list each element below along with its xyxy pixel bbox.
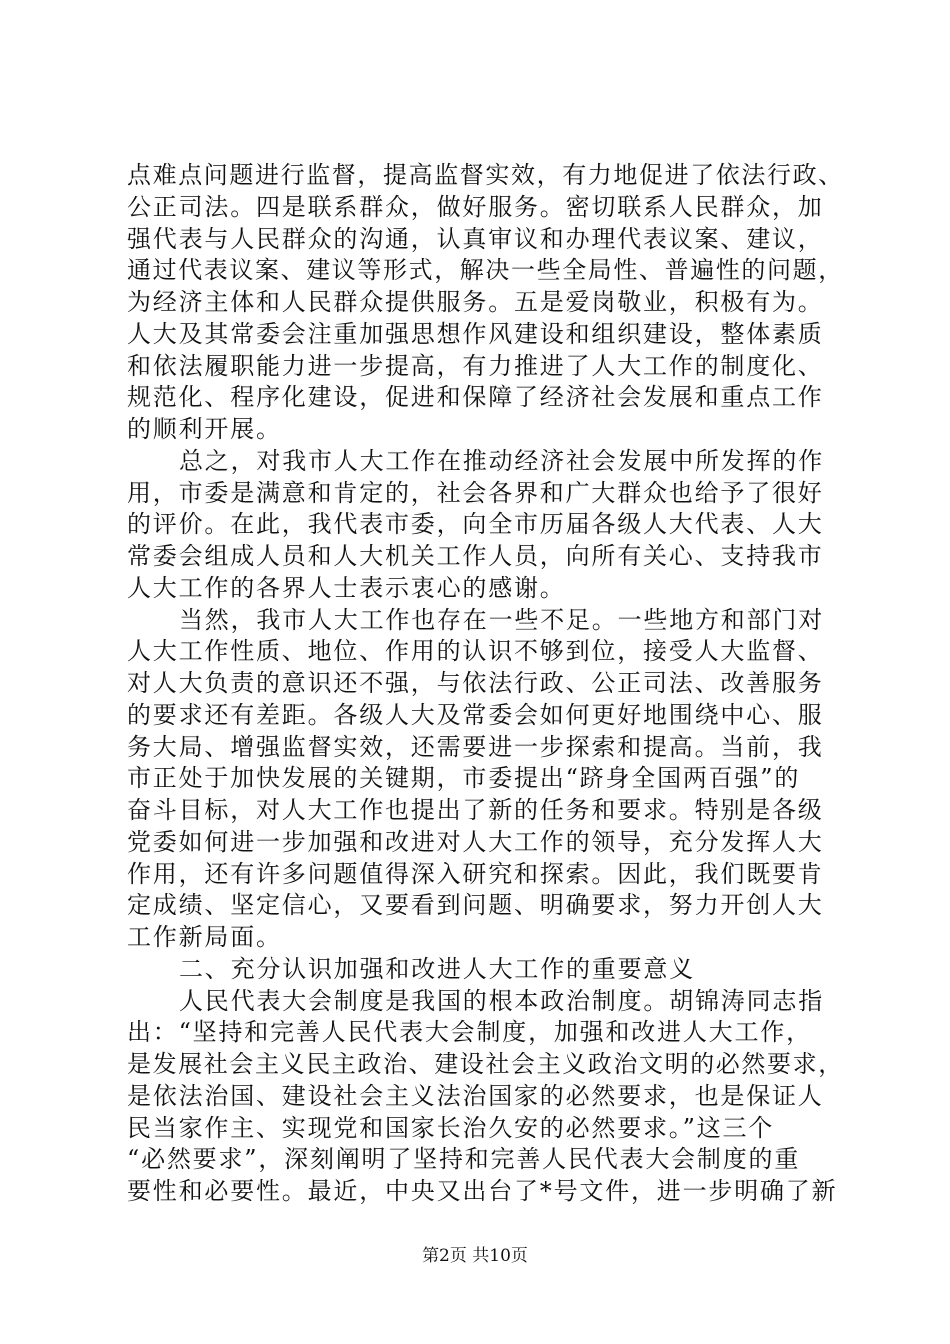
text-line: 民当家作主、实现党和国家长治久安的必然要求。”这三个 bbox=[127, 1113, 775, 1142]
text-line: 的顺利开展。 bbox=[127, 415, 282, 443]
text-line: 是依法治国、建设社会主义法治国家的必然要求，也是保证人 bbox=[127, 1081, 824, 1110]
text-line: 奋斗目标，对人大工作也提出了新的任务和要求。特别是各级 bbox=[127, 796, 824, 824]
document-body bbox=[127, 160, 844, 1208]
text-line: “必然要求”，深刻阐明了坚持和完善人民代表大会制度的重 bbox=[127, 1145, 801, 1174]
text-line: 对人大负责的意识还不强，与依法行政、公正司法、改善服务 bbox=[127, 669, 824, 697]
text-line: 是发展社会主义民主政治、建设社会主义政治文明的必然要求， bbox=[127, 1050, 844, 1078]
text-line: 人民代表大会制度是我国的根本政治制度。胡锦涛同志指 bbox=[179, 986, 824, 1015]
page-footer: 第2页 共10页 bbox=[422, 1246, 528, 1266]
text-line: 市正处于加快发展的关键期，市委提出“跻身全国两百强”的 bbox=[127, 764, 801, 793]
text-line: 为经济主体和人民群众提供服务。五是爱岗敬业，积极有为。 bbox=[127, 288, 824, 316]
text-line: 工作新局面。 bbox=[127, 923, 282, 951]
text-line: 用，市委是满意和肯定的，社会各界和广大群众也给予了很好 bbox=[127, 478, 824, 507]
text-line: 通过代表议案、建议等形式，解决一些全局性、普遍性的问题， bbox=[127, 256, 844, 285]
text-line: 和依法履职能力进一步提高，有力推进了人大工作的制度化、 bbox=[127, 351, 824, 380]
text-line: 当然，我市人大工作也存在一些不足。一些地方和部门对 bbox=[179, 605, 824, 634]
text-line: 公正司法。四是联系群众，做好服务。密切联系人民群众，加 bbox=[127, 192, 824, 221]
text-line: 点难点问题进行监督，提高监督实效，有力地促进了依法行政、 bbox=[127, 161, 844, 189]
text-line: 的评价。在此，我代表市委，向全市历届各级人大代表、人大 bbox=[127, 510, 824, 539]
text-line: 作用，还有许多问题值得深入研究和探索。因此，我们既要肯 bbox=[127, 859, 824, 888]
text-line: 人大工作性质、地位、作用的认识不够到位，接受人大监督、 bbox=[127, 637, 824, 666]
text-line: 要性和必要性。最近，中央又出台了*号文件，进一步明确了新 bbox=[127, 1177, 838, 1205]
text-line: 二、充分认识加强和改进人大工作的重要意义 bbox=[179, 954, 695, 983]
text-line: 定成绩、坚定信心，又要看到问题、明确要求，努力开创人大 bbox=[127, 891, 824, 920]
text-line: 党委如何进一步加强和改进对人大工作的领导，充分发挥人大 bbox=[127, 827, 824, 856]
text-line: 规范化、程序化建设，促进和保障了经济社会发展和重点工作 bbox=[127, 383, 824, 412]
text-line: 出：“坚持和完善人民代表大会制度，加强和改进人大工作， bbox=[127, 1018, 812, 1047]
text-line: 人大工作的各界人士表示衷心的感谢。 bbox=[127, 573, 566, 602]
text-line: 总之，对我市人大工作在推动经济社会发展中所发挥的作 bbox=[179, 446, 824, 475]
text-line: 务大局、增强监督实效，还需要进一步探索和提高。当前，我 bbox=[127, 732, 824, 761]
text-line: 常委会组成人员和人大机关工作人员，向所有关心、支持我市 bbox=[127, 542, 824, 570]
text-line: 强代表与人民群众的沟通，认真审议和办理代表议案、建议， bbox=[127, 224, 824, 253]
text-line: 人大及其常委会注重加强思想作风建设和组织建设，整体素质 bbox=[127, 319, 824, 348]
text-line: 的要求还有差距。各级人大及常委会如何更好地围绕中心、服 bbox=[127, 700, 824, 729]
